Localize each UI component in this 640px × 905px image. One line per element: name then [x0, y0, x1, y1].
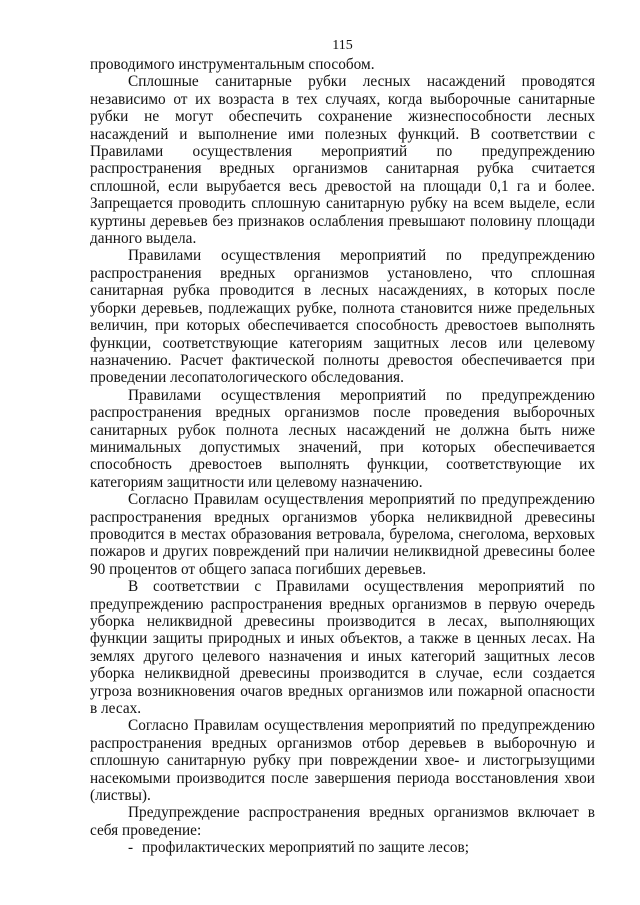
- paragraph-priority-cleanup: В соответствии с Правилами осуществления мероприятий по предупреждению распространения вредных организмов в первую очередь уборка неликвидной древесины производится в лесах, выполняющих функции защиты природных и иных объектов, а также в ценных лесах. На землях другого целевого назначения и иных категорий защитных лесов уборка неликвидной древесины производится в случае, если создается угроза возникновения очагов вредных организмов или пожарной опасности в лесах.: [90, 578, 595, 718]
- paragraph-illiquid-wood: Согласно Правилам осуществления мероприятий по предупреждению распространения вредных организмов уборка неликвидной древесины проводится в местах образования ветровала, бурелома, снеголома, верховых пожаров и других повреждений при наличии неликвидной древесины более 90 процентов от общего запаса погибших деревьев.: [90, 491, 595, 578]
- list-item-text: профилактических мероприятий по защите лесов;: [142, 839, 470, 857]
- page-number: 115: [332, 38, 353, 53]
- list-marker: -: [128, 839, 134, 857]
- list-item: [90, 839, 595, 856]
- paragraph-clear-cutting: Сплошные санитарные рубки лесных насаждений проводятся независимо от их возраста в тех случаях, когда выборочные санитарные рубки не могут обеспечить сохранение жизнеспособности лесных насаждений и выполнение ими полезных функций. В соответствии с Правилами осуществления мероприятий по предупреждению распространения вредных организмов санитарная рубка считается сплошной, если вырубается весь древостой на площади 0,1 га и более. Запрещается проводить сплошную санитарную рубку на всем выделе, если куртины деревьев без признаков ослабления превышают половину площади данного выдела.: [90, 73, 595, 248]
- paragraph-selective-cutting: Правилами осуществления мероприятий по предупреждению распространения вредных организмов после проведения выборочных санитарных рубок полнота лесных насаждений не должна быть ниже минимальных допустимых значений, при которых обеспечивается способность древостоев выполнять функции, соответствующие их категориям защитности или целевому назначению.: [90, 386, 595, 491]
- paragraph-clear-cutting-rules: Правилами осуществления мероприятий по предупреждению распространения вредных организмов установлено, что сплошная санитарная рубка проводится в лесных насаждениях, в которых после уборки деревьев, подлежащих рубке, полнота становится ниже предельных величин, при которых обеспечивается способность древостоев выполнять функции, соответствующие категориям защитных лесов или целевому назначению. Расчет фактической полноты древостоя обеспечивается при проведении лесопатологического обследования.: [90, 247, 595, 387]
- document-body: [90, 56, 595, 857]
- paragraph-insect-damage: Согласно Правилам осуществления мероприятий по предупреждению распространения вредных организмов отбор деревьев в выборочную и сплошную санитарную рубку при повреждении хвое- и листогрызущими насекомыми производится после завершения периода восстановления хвои (листвы).: [90, 717, 595, 805]
- paragraph-continuation: проводимого инструментальным способом.: [90, 56, 375, 73]
- paragraph-prevention-intro: Предупреждение распространения вредных организмов включает в себя проведение:: [90, 804, 595, 839]
